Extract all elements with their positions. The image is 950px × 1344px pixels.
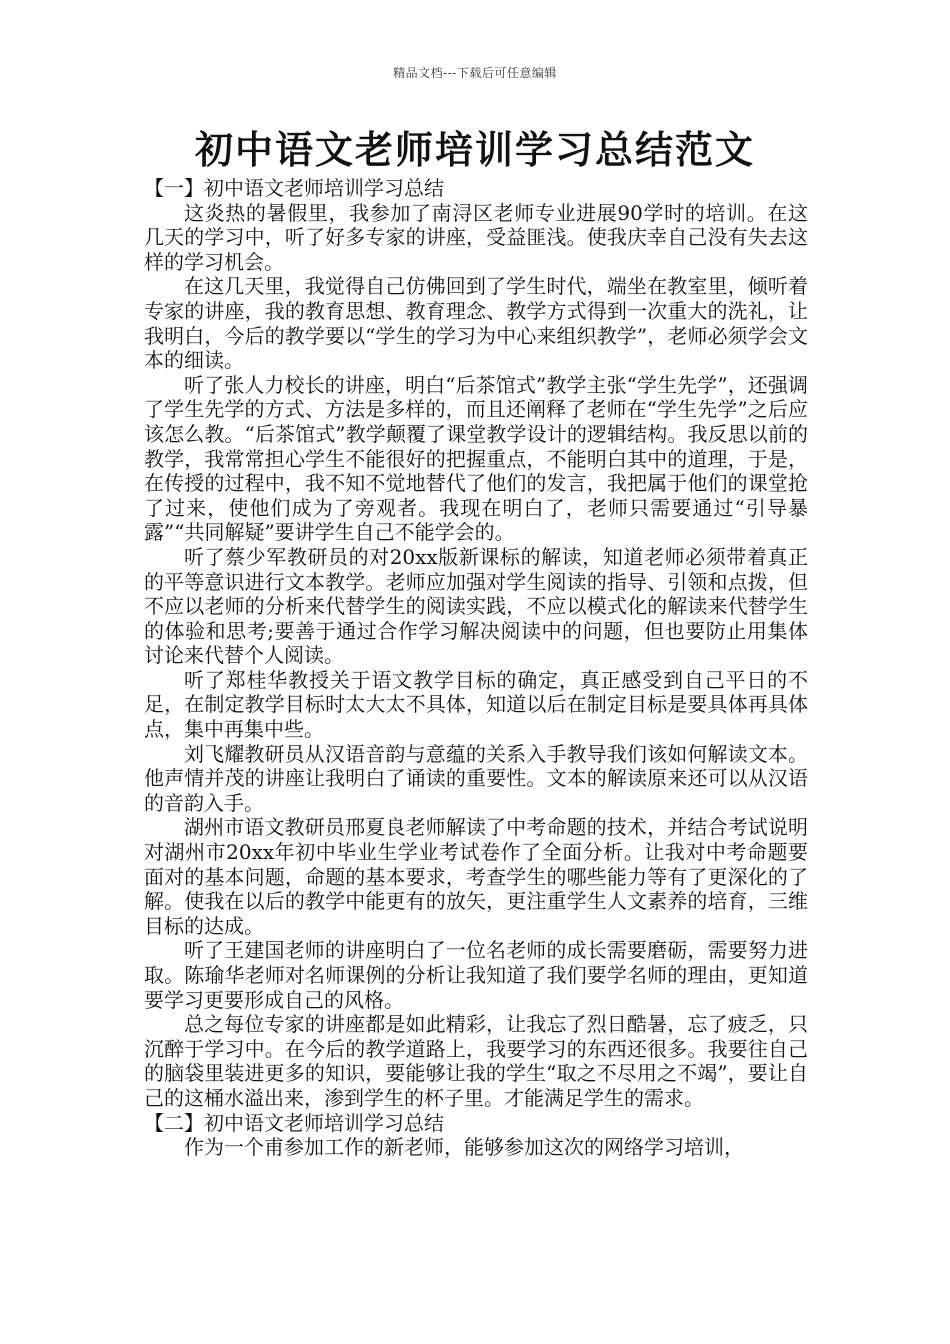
- page-header: 精品文档---下载后可任意编辑: [393, 66, 557, 80]
- paragraph: 听了蔡少军教研员的对20xx版新课标的解读，知道老师必须带着真正的平等意识进行文本教学。老师应加强对学生阅读的指导、引领和点拨，但不应以老师的分析来代替学生的阅读实践，不应以模式化的解读来代替学生的体验和思考;要善于通过合作学习解决阅读中的问题，但也要防止用集体讨论来代替个人阅读。: [144, 544, 808, 668]
- paragraph: 这炎热的暑假里，我参加了南浔区老师专业进展90学时的培训。在这几天的学习中，听了好多专家的讲座，受益匪浅。使我庆幸自己没有失去这样的学习机会。: [144, 200, 808, 274]
- paragraph: 刘飞耀教研员从汉语音韵与意蕴的关系入手教导我们该如何解读文本。他声情并茂的讲座让我明白了诵读的重要性。文本的解读原来还可以从汉语的音韵入手。: [144, 741, 808, 815]
- document-title: 初中语文老师培训学习总结范文: [194, 128, 755, 172]
- paragraph: 总之每位专家的讲座都是如此精彩，让我忘了烈日酷暑，忘了疲乏，只沉醉于学习中。在今后的教学道路上，我要学习的东西还很多。我要往自己的脑袋里装进更多的知识，要能够让我的学生“取之不尽用之不竭”，要让自己的这桶水溢出来，渗到学生的杯子里。才能满足学生的需求。: [144, 1012, 808, 1110]
- document-body: [144, 176, 808, 1160]
- paragraph: 在这几天里，我觉得自己仿佛回到了学生时代，端坐在教室里，倾听着专家的讲座，我的教育思想、教育理念、教学方式得到一次重大的洗礼，让我明白，今后的教学要以“学生的学习为中心来组织教学”，老师必须学会文本的细读。: [144, 274, 808, 373]
- section-heading-1: 【一】初中语文老师培训学习总结: [144, 176, 444, 200]
- paragraph: 听了郑桂华教授关于语文教学目标的确定，真正感受到自己平日的不足，在制定教学目标时太大太不具体，知道以后在制定目标是要具体再具体点，集中再集中些。: [144, 667, 808, 742]
- paragraph: 听了张人力校长的讲座，明白“后茶馆式”教学主张“学生先学”，还强调了学生先学的方式、方法是多样的，而且还阐释了老师在“学生先学”之后应该怎么教。“后茶馆式”教学颠覆了课堂教学设计的逻辑结构。我反思以前的教学，我常常担心学生不能很好的把握重点，不能明白其中的道理，于是，在传授的过程中，我不知不觉地替代了他们的发言，我把属于他们的课堂抢了过来，使他们成为了旁观者。我现在明白了，老师只需要通过“引导暴露”“共同解疑”要讲学生自己不能学会的。: [144, 372, 808, 545]
- paragraph: 听了王建国老师的讲座明白了一位名老师的成长需要磨砺，需要努力进取。陈瑜华老师对名师课例的分析让我知道了我们要学名师的理由，更知道要学习更要形成自己的风格。: [144, 938, 808, 1012]
- paragraph: 湖州市语文教研员邢夏良老师解读了中考命题的技术，并结合考试说明对湖州市20xx年初中毕业生学业考试卷作了全面分析。让我对中考命题要面对的基本问题，命题的基本要求，考查学生的哪些能力等有了更深化的了解。使我在以后的教学中能更有的放矢，更注重学生人文素养的培育，三维目标的达成。: [144, 815, 808, 938]
- section-heading-2: 【二】初中语文老师培训学习总结: [144, 1110, 444, 1135]
- paragraph: 作为一个甫参加工作的新老师，能够参加这次的网络学习培训，: [184, 1135, 744, 1160]
